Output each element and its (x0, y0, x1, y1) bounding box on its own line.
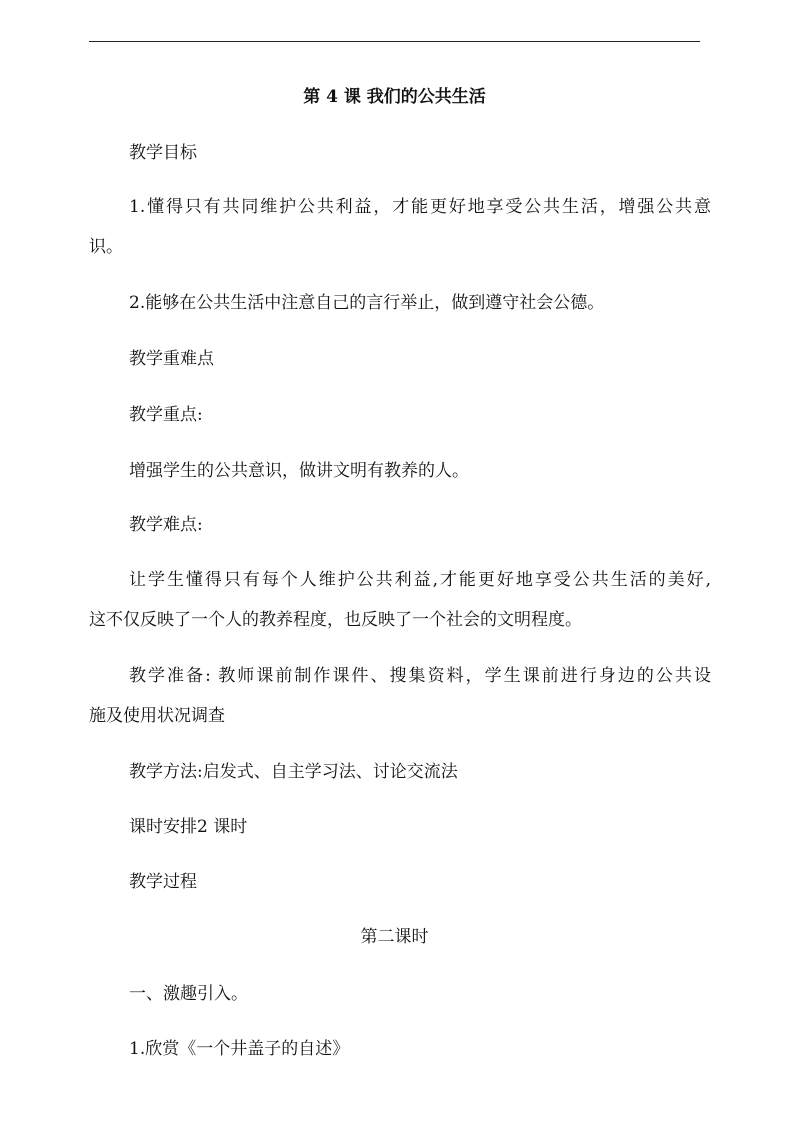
section-1-item-1: 1.欣赏《一个井盖子的自述》 (129, 1039, 350, 1059)
heading-difficult-points: 教学难点: (129, 515, 203, 535)
lesson-title: 第 4 课 我们的公共生活 (303, 87, 486, 107)
preparation-line-1: 教学准备: 教师课前制作课件、搜集资料，学生课前进行身边的公共设 (129, 666, 711, 686)
heading-objectives: 教学目标 (129, 143, 197, 163)
header-rule (89, 41, 700, 42)
difficult-point-line-1: 让学生懂得只有每个人维护公共利益,才能更好地享受公共生活的美好, (129, 570, 711, 590)
key-point-text: 增强学生的公共意识，做讲文明有教养的人。 (129, 461, 469, 481)
section-1-heading: 一、激趣引入。 (129, 984, 248, 1004)
heading-key-difficult-points: 教学重难点 (129, 349, 214, 369)
teaching-methods: 教学方法:启发式、自主学习法、讨论交流法 (129, 762, 458, 782)
difficult-point-line-2: 这不仅反映了一个人的教养程度，也反映了一个社会的文明程度。 (89, 610, 582, 630)
objective-1-line-2: 识。 (89, 237, 123, 257)
objective-1-line-1: 1.懂得只有共同维护公共利益，才能更好地享受公共生活，增强公共意 (129, 197, 711, 217)
objective-2: 2.能够在公共生活中注意自己的言行举止，做到遵守社会公德。 (129, 293, 605, 313)
preparation-line-2: 施及使用状况调查 (89, 706, 225, 726)
class-schedule: 课时安排2 课时 (129, 817, 248, 837)
heading-teaching-process: 教学过程 (129, 872, 197, 892)
heading-key-points: 教学重点: (129, 405, 203, 425)
second-period-heading: 第二课时 (360, 927, 429, 947)
